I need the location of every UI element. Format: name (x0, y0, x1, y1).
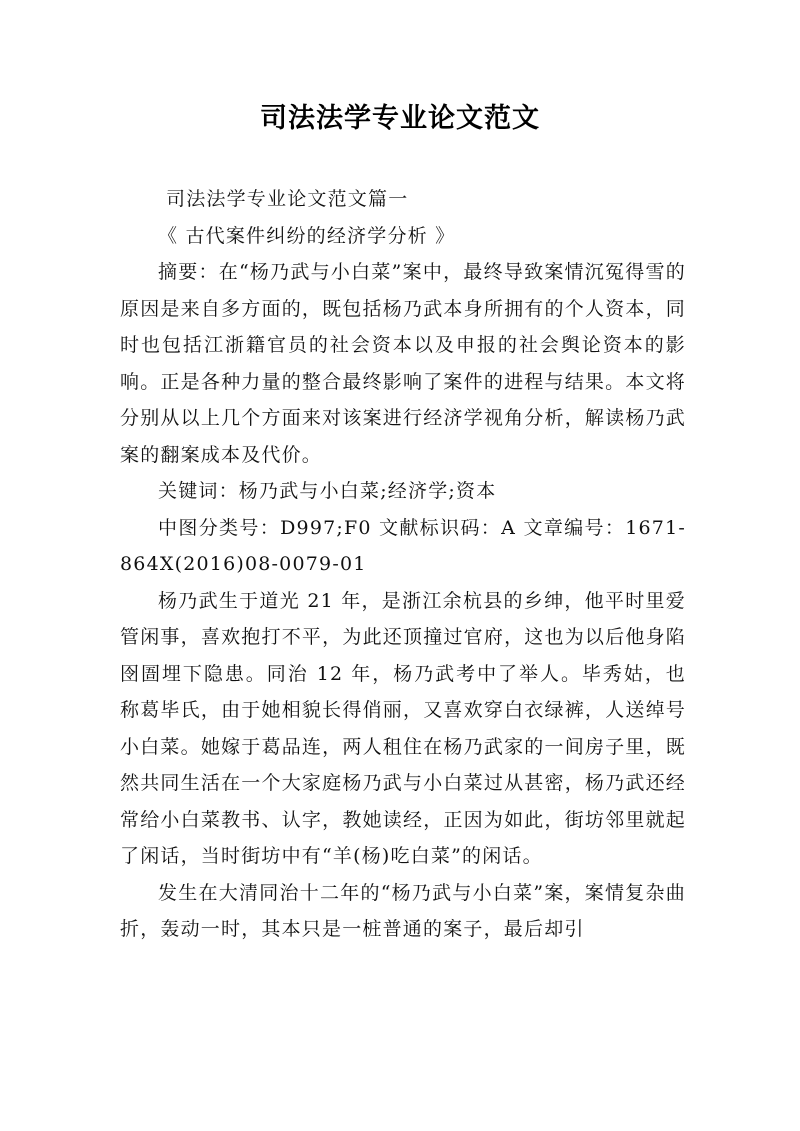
document-body (120, 181, 686, 948)
paper-title: 《 古代案件纠纷的经济学分析 》 (158, 224, 456, 247)
body-paragraph-1: 杨乃武生于道光 21 年，是浙江余杭县的乡绅，他平时里爱管闲事，喜欢抱打不平，为此还顶撞过官府，这也为以后他身陷囹圄埋下隐患。同治 12 年，杨乃武考中了举人。毕秀姑，也称葛毕氏，由于她相貌长得俏丽，又喜欢穿白衣绿裤，人送绰号小白菜。她嫁于葛品连，两人租住在杨乃武家的一间房子里，既然共同生活在一个大家庭杨乃武与小白菜过从甚密，杨乃武还经常给小白菜教书、认字，教她读经，正因为如此，街坊邻里就起了闲话，当时街坊中有“羊(杨)吃白菜”的闲话。 (120, 589, 686, 867)
abstract-paragraph: 摘要：在“杨乃武与小白菜”案中，最终导致案情沉冤得雪的原因是来自多方面的，既包括杨乃武本身所拥有的个人资本，同时也包括江浙籍官员的社会资本以及申报的社会舆论资本的影响。正是各种力量的整合最终影响了案件的进程与结果。本文将分别从以上几个方面来对该案进行经济学视角分析，解读杨乃武案的翻案成本及代价。 (120, 261, 686, 466)
classification-line: 中图分类号：D997;F0 文献标识码：A 文章编号：1671-864X(2016)08-0079-01 (120, 516, 686, 575)
body-paragraph-2: 发生在大清同治十二年的“杨乃武与小白菜”案，案情复杂曲折，轰动一时，其本只是一桩普通的案子，最后却引 (120, 881, 686, 940)
keywords-line: 关键词：杨乃武与小白菜;经济学;资本 (158, 480, 497, 502)
document-title: 司法法学专业论文范文 (260, 103, 540, 134)
section-heading: 司法法学专业论文范文篇一 (166, 188, 409, 210)
